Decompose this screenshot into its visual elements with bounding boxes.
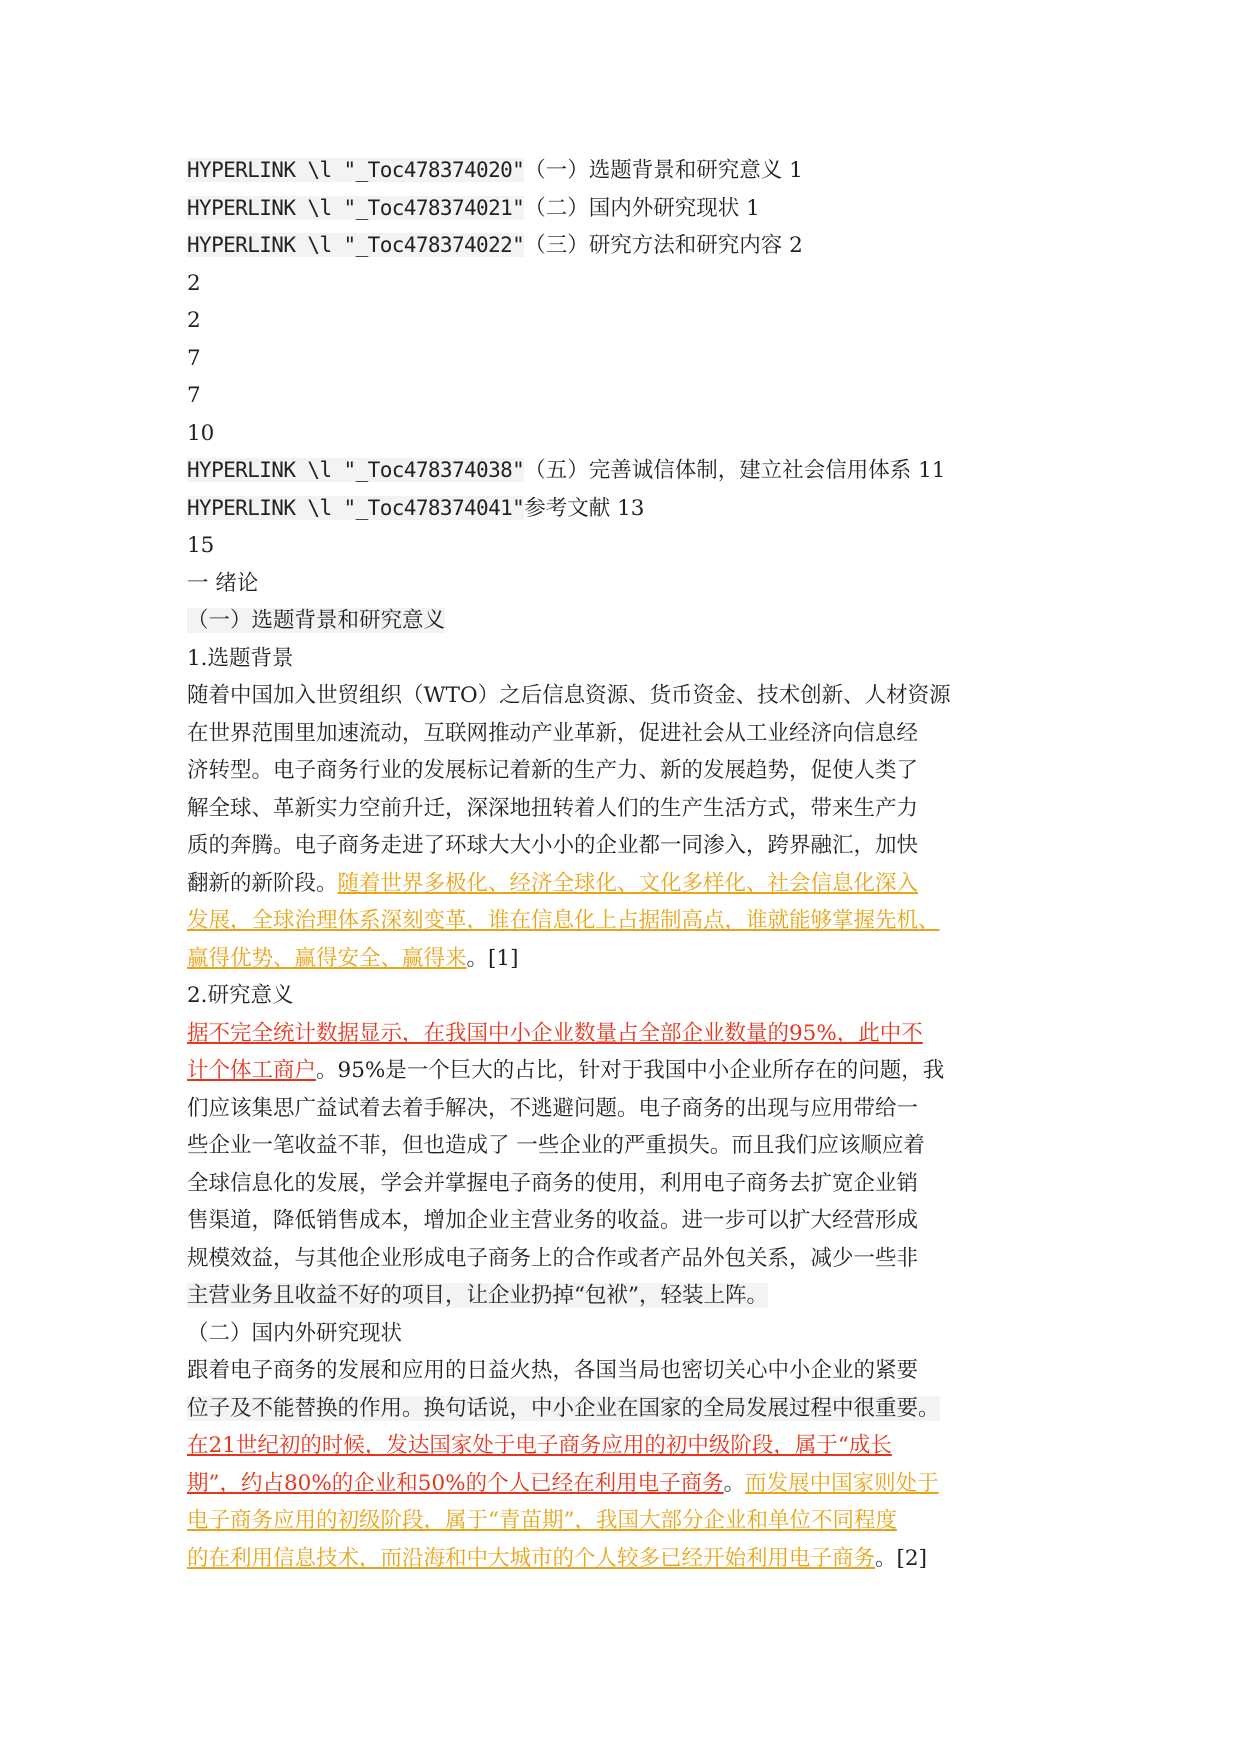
toc-link-field[interactable]: HYPERLINK \l "_Toc478374021" [187,195,525,220]
highlighted-quote: 而发展中国家则处于 [745,1470,939,1496]
paragraph-line [187,1465,1087,1503]
toc-orphan-number: 7 [187,345,201,371]
highlighted-statistic: 计个体工商户 [187,1058,317,1083]
toc-page-number: 1 [789,158,803,183]
paragraph-line [187,940,1087,978]
toc-orphan-number: 2 [187,270,201,296]
highlighted-statistic: 期”，约占80%的企业和50%的个人已经在利用电子商务 [187,1470,724,1496]
section-title [187,602,1087,640]
highlighted-quote: 赢得优势、赢得安全、赢得来 [187,945,467,971]
highlighted-quote: 电子商务应用的初级阶段，属于“青苗期”，我国大部分企业和单位不同程度 [187,1508,897,1533]
toc-entry[interactable] [187,227,1087,265]
paragraph-line: 些企业一笔收益不菲，但也造成了 一些企业的严重损失。而且我们应该顺应着 [187,1133,925,1158]
toc-page-number: 13 [617,495,645,521]
toc-link-field[interactable]: HYPERLINK \l "_Toc478374038" [187,458,525,482]
plain-text: 翻新的新阶段。 [187,870,338,896]
toc-link-field[interactable]: HYPERLINK \l "_Toc478374041" [187,495,525,520]
citation: 。[2] [875,1545,927,1571]
paragraph-background [187,677,1087,977]
plain-text: 。95%是一个巨大的占比，针对于我国中小企业所存在的问题，我 [316,1058,945,1083]
highlighted-statistic: 据不完全统计数据显示，在我国中小企业数量占全部企业数量的95%，此中不 [187,1020,923,1046]
paragraph-line [187,902,1087,940]
highlighted-statistic: 在21世纪初的时候，发达国家处于电子商务应用的初中级阶段，属于“成长 [187,1433,892,1458]
section-title: （二）国内外研究现状 [187,1320,403,1346]
toc-orphan-number: 10 [187,420,215,446]
toc-entry[interactable] [187,490,1087,528]
paragraph-line [187,1390,1087,1428]
toc-link-field[interactable]: HYPERLINK \l "_Toc478374020" [187,158,525,182]
subsection-title: 1.选题背景 [187,645,294,671]
document-body [187,152,1087,1577]
paragraph-line: 在世界范围里加速流动，互联网推动产业革新，促进社会从工业经济向信息经 [187,720,919,746]
toc-entry[interactable] [187,190,1087,228]
paragraph-line: 全球信息化的发展，学会并掌握电子商务的使用，利用电子商务去扩宽企业销 [187,1170,919,1196]
plain-text: 主营业务且收益不好的项目，让企业扔掉“包袱”，轻装上阵。 [187,1283,768,1308]
paragraph-line [187,1540,1087,1578]
toc-page-number: 2 [789,233,803,258]
toc-orphan-number: 2 [187,308,201,333]
paragraph-line [187,1015,1087,1053]
toc-page-number: 11 [918,458,946,483]
paragraph-line [187,865,1087,903]
section-title-text: （一）选题背景和研究意义 [187,608,446,633]
toc-title: 参考文献 [524,495,611,521]
paragraph-research-significance [187,1015,1087,1315]
plain-text: 。 [723,1470,746,1496]
subsection-title: 2.研究意义 [187,983,294,1008]
toc-orphan-number: 15 [187,533,215,558]
toc-link-field[interactable]: HYPERLINK \l "_Toc478374022" [187,233,525,257]
toc-page-number: 1 [746,195,760,221]
toc-entry[interactable] [187,152,1087,190]
toc-entry[interactable] [187,452,1087,490]
plain-text: 位子及不能替换的作用。换句话说，中小企业在国家的全局发展过程中很重要。 [187,1395,940,1421]
citation: 。[1] [466,945,519,971]
paragraph-line: 们应该集思广益试着去着手解决，不逃避问题。电子商务的出现与应用带给一 [187,1095,919,1121]
toc-title: （三）研究方法和研究内容 [524,233,783,258]
paragraph-line: 跟着电子商务的发展和应用的日益火热，各国当局也密切关心中小企业的紧要 [187,1358,919,1383]
highlighted-quote: 发展，全球治理体系深刻变革，谁在信息化上占据制高点，谁就能够掌握先机、 [187,908,940,933]
paragraph-line: 售渠道，降低销售成本，增加企业主营业务的收益。进一步可以扩大经营形成 [187,1208,919,1233]
toc-title: （一）选题背景和研究意义 [524,158,783,183]
paragraph-line: 随着中国加入世贸组织（WTO）之后信息资源、货币资金、技术创新、人材资源 [187,683,951,708]
toc-orphan-number: 7 [187,383,201,408]
toc-title: （五）完善诚信体制，建立社会信用体系 [524,458,912,483]
paragraph-research-status [187,1352,1087,1577]
chapter-title: 一 绪论 [187,570,259,596]
paragraph-line [187,1277,1087,1315]
toc-title: （二）国内外研究现状 [524,195,740,221]
highlighted-quote: 的在利用信息技术，而沿海和中大城市的个人较多已经开始利用电子商务 [187,1545,876,1571]
paragraph-line: 规模效益，与其他企业形成电子商务上的合作或者产品外包关系，减少一些非 [187,1245,919,1271]
paragraph-line: 解全球、革新实力空前升迁，深深地扭转着人们的生产生活方式，带来生产力 [187,795,919,821]
paragraph-line: 质的奔腾。电子商务走进了环球大大小小的企业都一同渗入，跨界融汇，加快 [187,833,919,858]
paragraph-line [187,1052,1087,1090]
paragraph-line [187,1502,1087,1540]
paragraph-line: 济转型。电子商务行业的发展标记着新的生产力、新的发展趋势，促使人类了 [187,758,919,783]
paragraph-line [187,1427,1087,1465]
highlighted-quote: 随着世界多极化、经济全球化、文化多样化、社会信息化深入 [337,870,919,896]
